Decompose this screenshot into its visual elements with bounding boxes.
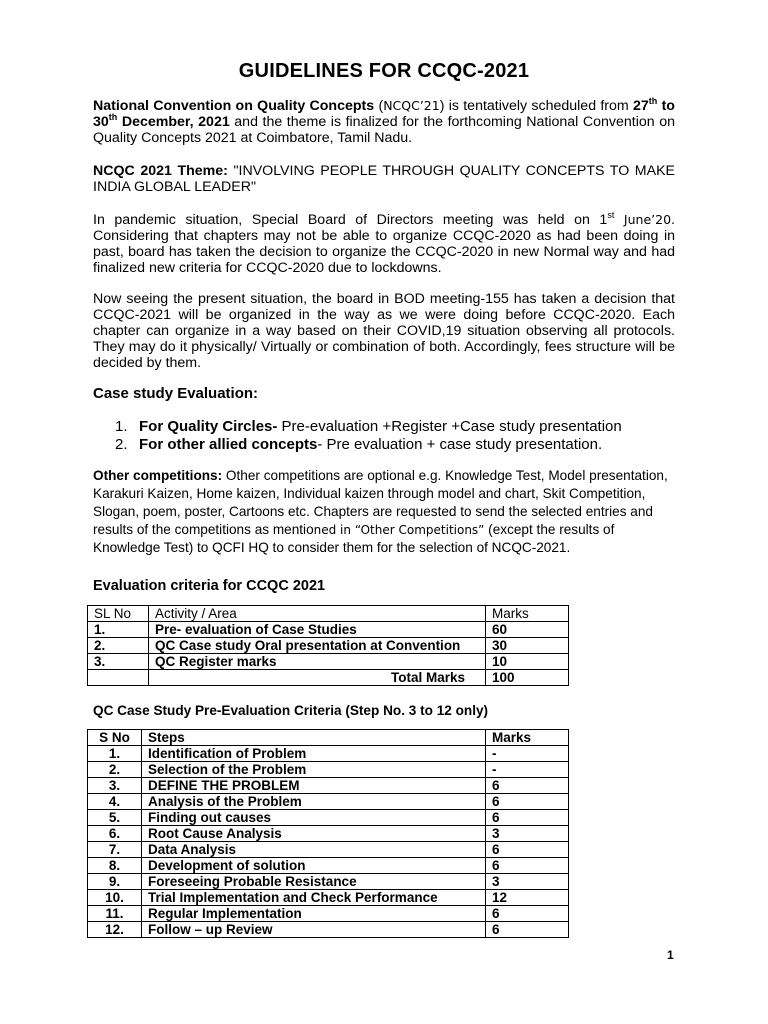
table-row: [88, 746, 569, 762]
table-row: [88, 890, 569, 906]
table-cell: Root Cause Analysis: [142, 826, 486, 842]
table-cell: QC Case study Oral presentation at Convention: [149, 638, 486, 654]
table-row: [88, 762, 569, 778]
table-row: [88, 858, 569, 874]
case-study-list: [115, 418, 622, 454]
table-cell: 3.: [88, 778, 142, 794]
table-header-row: [88, 606, 569, 622]
total-label: Total Marks: [149, 670, 486, 686]
ncqc-abbr: NCQC’21: [383, 98, 440, 113]
table-row: [88, 638, 569, 654]
table-cell: 12: [486, 890, 569, 906]
header-cell: S No: [88, 730, 142, 746]
table-cell: 3: [486, 826, 569, 842]
table-cell: 6: [486, 858, 569, 874]
pandemic-paragraph: [93, 212, 675, 276]
other-text-b: ned in “Other Competitions”: [313, 523, 485, 537]
evaluation-criteria-heading: Evaluation criteria for CCQC 2021: [93, 578, 326, 594]
table-cell: 3: [486, 874, 569, 890]
pandemic-date: June’20.: [614, 212, 675, 227]
table-row: [88, 922, 569, 938]
table-cell: 2.: [88, 762, 142, 778]
table-cell: 1.: [88, 622, 149, 638]
table-cell: Selection of the Problem: [142, 762, 486, 778]
table-cell: 6.: [88, 826, 142, 842]
header-cell: Activity / Area: [149, 606, 486, 622]
table-cell: [88, 670, 149, 686]
table-row: [88, 874, 569, 890]
table-cell: 12.: [88, 922, 142, 938]
table-row: [88, 906, 569, 922]
table-cell: 2.: [88, 638, 149, 654]
table-cell: 6: [486, 906, 569, 922]
table-cell: Identification of Problem: [142, 746, 486, 762]
other-text-c: (except the results of Knowledge Test) to QCFI HQ to consider them for the selection of NCQC-2021.: [93, 522, 615, 555]
table-cell: Development of solution: [142, 858, 486, 874]
pre-evaluation-table: [87, 729, 569, 938]
table-cell: Foreseeing Probable Resistance: [142, 874, 486, 890]
theme-label: NCQC 2021 Theme:: [93, 163, 228, 179]
table-cell: 60: [486, 622, 569, 638]
table-cell: Regular Implementation: [142, 906, 486, 922]
list-item: [115, 436, 622, 454]
table-row: [88, 826, 569, 842]
pandemic-text-b: Considering that chapters may not be able to organize CCQC-2020 as had been doing in past, board has taken the decision to organize the CCQC-2020 in new Normal way and had finalized new criteria for CCQC-2020 due to lockdowns.: [93, 228, 675, 276]
pandemic-text-a: In pandemic situation, Special Board of Directors meeting was held on 1: [93, 212, 608, 228]
present-paragraph: Now seeing the present situation, the board in BOD meeting-155 has taken a decision that CCQC-2021 will be organized in the way as we were doing before CCQC-2020. Each chapter can organize in a way based on their COVID,19 situation observing all protocols. They may do it physically/ Virtually or combination of both. Accordingly, fees structure will be decided by them.: [93, 291, 675, 371]
total-value: 100: [486, 670, 569, 686]
case-study-heading: Case study Evaluation:: [93, 385, 259, 402]
table-cell: Analysis of the Problem: [142, 794, 486, 810]
evaluation-criteria-table: [87, 605, 569, 686]
table-cell: -: [486, 762, 569, 778]
list-item-bold: For other allied concepts: [139, 436, 318, 453]
date-day1: 27: [633, 98, 649, 114]
list-item-bold: For Quality Circles-: [139, 418, 278, 435]
other-label: Other competitions:: [93, 468, 223, 483]
ncqc-abbr-open: (: [378, 98, 384, 114]
table-cell: 6: [486, 778, 569, 794]
page-number: 1: [667, 948, 674, 962]
pandemic-sup: st: [607, 210, 615, 220]
table-cell: 7.: [88, 842, 142, 858]
header-cell: Marks: [486, 730, 569, 746]
list-item: [115, 418, 622, 436]
table-row: [88, 654, 569, 670]
list-item-text: Pre-evaluation +Register +Case study presentation: [277, 418, 622, 435]
intro-rest: and the theme is finalized for the forthcoming National Convention on Quality Concepts 2021 at Coimbatore, Tamil Nadu.: [93, 114, 675, 146]
theme-paragraph: [93, 163, 675, 195]
table-cell: 6: [486, 810, 569, 826]
table-cell: QC Register marks: [149, 654, 486, 670]
table-header-row: [88, 730, 569, 746]
table-cell: 5.: [88, 810, 142, 826]
table-row: [88, 810, 569, 826]
table-cell: 1.: [88, 746, 142, 762]
list-item-number: 1.: [115, 418, 128, 435]
table-cell: 3.: [88, 654, 149, 670]
intro-paragraph: [93, 98, 675, 146]
table-row: [88, 778, 569, 794]
table-cell: 6: [486, 922, 569, 938]
other-competitions-paragraph: [93, 467, 675, 557]
table-cell: DEFINE THE PROBLEM: [142, 778, 486, 794]
ncqc-abbr-close: ) is tentatively scheduled from: [439, 98, 629, 114]
date-to: to 30: [93, 98, 675, 130]
table-row: [88, 622, 569, 638]
table-cell: -: [486, 746, 569, 762]
theme-text: "INVOLVING PEOPLE THROUGH QUALITY CONCEPTS TO MAKE INDIA GLOBAL LEADER": [93, 163, 675, 195]
table-cell: Pre- evaluation of Case Studies: [149, 622, 486, 638]
table-cell: 4.: [88, 794, 142, 810]
table-cell: 10: [486, 654, 569, 670]
table-cell: 10.: [88, 890, 142, 906]
header-cell: SL No: [88, 606, 149, 622]
pre-evaluation-heading: QC Case Study Pre-Evaluation Criteria (Step No. 3 to 12 only): [93, 703, 489, 718]
other-text-a: Other competitions are optional e.g. Knowledge Test, Model presentation, Karakuri Kaizen, Home kaizen, Individual kaizen through model and chart, Skit Competition, Slogan, poem, poster, Cartoons etc. Chapters are requested to send the selected entries and results of the competitions as mentio: [93, 468, 668, 537]
date-sup1: th: [648, 96, 658, 106]
header-cell: Marks: [486, 606, 569, 622]
list-item-number: 2.: [115, 436, 128, 453]
list-item-text: - Pre evaluation + case study presentation.: [317, 436, 603, 453]
header-cell: Steps: [142, 730, 486, 746]
page-title: GUIDELINES FOR CCQC-2021: [238, 60, 530, 82]
date-rest: December, 2021: [117, 114, 230, 130]
table-cell: Follow – up Review: [142, 922, 486, 938]
table-row: [88, 842, 569, 858]
intro-bold: National Convention on Quality Concepts: [93, 98, 375, 114]
table-cell: 8.: [88, 858, 142, 874]
table-cell: 6: [486, 842, 569, 858]
table-total-row: [88, 670, 569, 686]
table-cell: 6: [486, 794, 569, 810]
table-cell: Trial Implementation and Check Performance: [142, 890, 486, 906]
table-row: [88, 794, 569, 810]
table-cell: 9.: [88, 874, 142, 890]
table-cell: 30: [486, 638, 569, 654]
table-cell: Finding out causes: [142, 810, 486, 826]
table-cell: Data Analysis: [142, 842, 486, 858]
table-cell: 11.: [88, 906, 142, 922]
date-sup2: th: [108, 112, 118, 122]
